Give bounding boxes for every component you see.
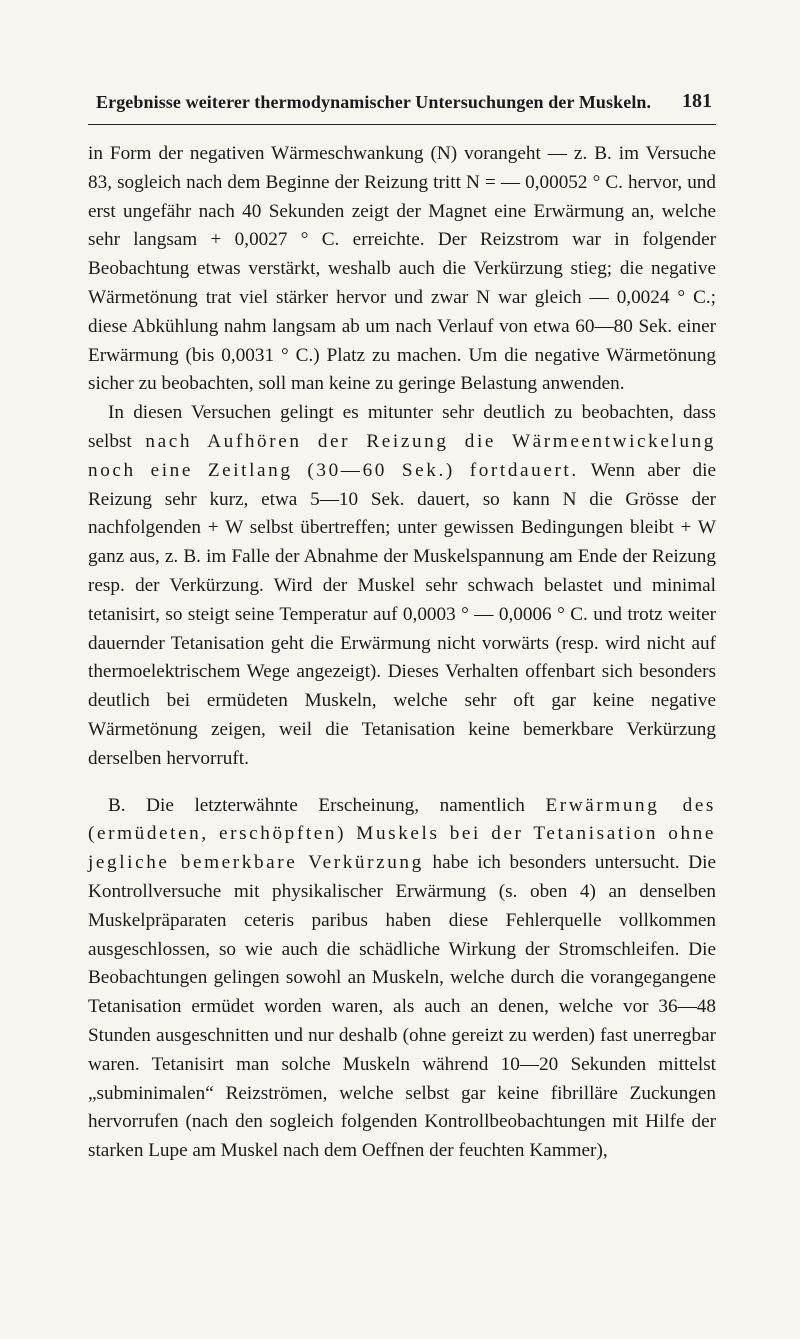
running-head <box>88 90 716 125</box>
paragraph-2-rest: Wenn aber die Reizung sehr kurz, etwa 5—10 Sek. dauert, so kann N die Grösse der nachfolgenden + W selbst übertreffen; unter gewissen Bedingungen bleibt + W ganz aus, z. B. im Falle der Abnahme der Muskelspannung am Ende der Reizung resp. der Verkürzung. Wird der Muskel sehr schwach belastet und minimal tetanisirt, so steigt seine Temperatur auf 0,0003 ° — 0,0006 ° C. und trotz weiter dauernder Tetanisation geht die Erwärmung nicht vorwärts (resp. wird nicht auf thermoelektrischem Wege angezeigt). Dieses Verhalten offenbart sich besonders deutlich bei ermüdeten Muskeln, welche sehr oft gar keine negative Wärmetönung zeigen, weil die Tetanisation keine bemerkbare Verkürzung derselben hervorruft. <box>88 459 716 769</box>
paragraph-3-start: B. Die letzterwähnte Erscheinung, namentlich <box>108 794 546 816</box>
paragraph-3-emphasis: Erwärmung des (ermüdeten, erschöpften) Muskels bei der Tetanisation ohne jegliche bemerkbare Verkürzung <box>88 794 716 874</box>
paragraph-3 <box>88 792 716 1166</box>
paragraph-2-start: In diesen Versuchen gelingt es mitunter sehr deutlich zu beobachten, dass selbst <box>88 402 716 452</box>
page-number: 181 <box>682 90 712 112</box>
paragraph-1: in Form der negativen Wärmeschwankung (N) vorangeht — z. B. im Versuche 83, sogleich nach dem Beginne der Reizung tritt N = — 0,00052 ° C. hervor, und erst ungefähr nach 40 Sekunden zeigt der Magnet eine Erwärmung an, welche sehr langsam + 0,0027 ° C. erreichte. Der Reizstrom war in folgender Beobachtung etwas verstärkt, weshalb auch die Verkürzung stieg; die negative Wärmetönung trat viel stärker hervor und zwar N war gleich — 0,0024 ° C.; diese Abkühlung nahm langsam ab um nach Verlauf von etwa 60—80 Sek. einer Erwärmung (bis 0,0031 ° C.) Platz zu machen. Um die negative Wärmetönung sicher zu beobachten, soll man keine zu geringe Belastung anwenden. <box>88 143 716 395</box>
body-text <box>88 140 716 1166</box>
running-title: Ergebnisse weiterer thermodynamischer Untersuchungen der Muskeln. <box>96 92 652 112</box>
paragraph-3-rest: habe ich besonders untersucht. Die Kontrollversuche mit physikalischer Erwärmung (s. oben 4) an denselben Muskelpräparaten ceteris paribus haben diese Fehlerquelle vollkommen ausgeschlossen, so wie auch die schädliche Wirkung der Stromschleifen. Die Beobachtungen gelingen sowohl an Muskeln, welche durch die vorangegangene Tetanisation ermüdet worden waren, als auch an denen, welche vor 36—48 Stunden ausgeschnitten und nur deshalb (ohne gereizt zu werden) fast unerregbar waren. Tetanisirt man solche Muskeln während 10—20 Sekunden mittelst „subminimalen“ Reizströmen, welche selbst gar keine fibrilläre Zuckungen hervorrufen (nach den sogleich folgenden Kontrollbeobachtungen mit Hilfe der starken Lupe am Muskel nach dem Oeffnen der feuchten Kammer), <box>88 852 716 1162</box>
paragraph-2-emphasis: nach Aufhören der Reizung die Wärmeentwickelung noch eine Zeitlang (30—60 Sek.) fortdauert. <box>88 430 716 481</box>
paragraph-2 <box>88 399 716 773</box>
